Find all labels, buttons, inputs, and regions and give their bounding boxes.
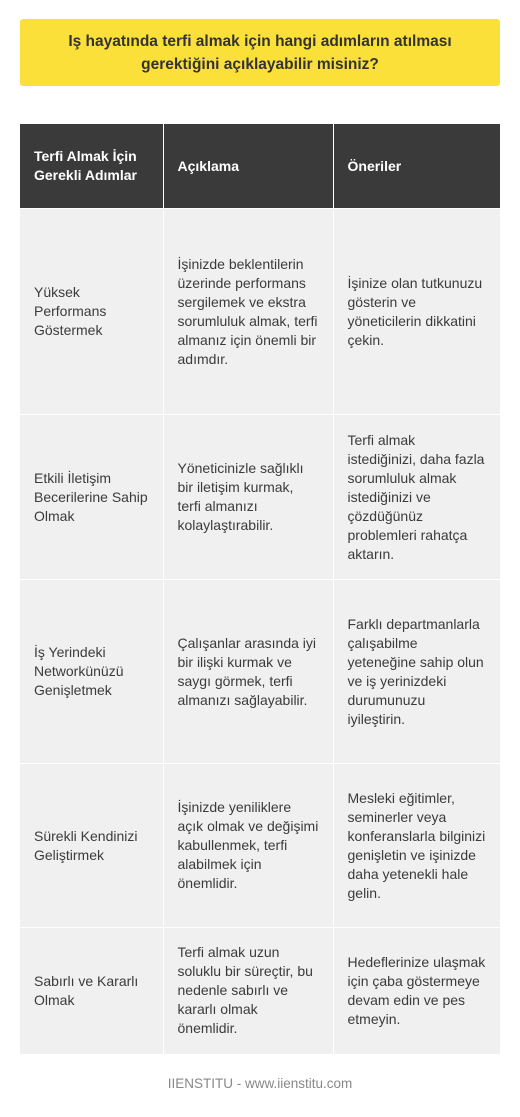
description-cell: Yöneticinizle sağlıklı bir iletişim kurmak, terfi almanızı kolaylaştırabilir. <box>163 415 333 580</box>
footer-source: IIENSTITU - www.iienstitu.com <box>167 1076 353 1091</box>
suggestion-cell: Farklı departmanlarla çalışabilme yeteneğine sahip olun ve iş yerinizdeki durumunuzu iyileştirin. <box>333 580 500 764</box>
step-cell: Sabırlı ve Kararlı Olmak <box>20 928 163 1054</box>
question-banner <box>20 19 500 86</box>
question-text: Iş hayatında terfi almak için hangi adımların atılması gerektiğini açıklayabilir misiniz? <box>68 32 452 73</box>
step-cell: Sürekli Kendinizi Geliştirmek <box>20 764 163 928</box>
table-row <box>20 580 500 764</box>
suggestion-cell: Hedeflerinize ulaşmak için çaba göstermeye devam edin ve pes etmeyin. <box>333 928 500 1054</box>
description-cell: Çalışanlar arasında iyi bir ilişki kurmak ve saygı görmek, terfi almanızı sağlayabilir. <box>163 580 333 764</box>
table-row <box>20 415 500 580</box>
description-cell: İşinizde yeniliklere açık olmak ve değişimi kabullenmek, terfi alabilmek için önemlidir. <box>163 764 333 928</box>
header-suggestions: Öneriler <box>333 124 500 209</box>
table-row <box>20 928 500 1054</box>
step-cell: İş Yerindeki Networkünüzü Genişletmek <box>20 580 163 764</box>
suggestion-cell: Terfi almak istediğinizi, daha fazla sorumluluk almak istediğinizi ve çözdüğünüz problemleri rahatça aktarın. <box>333 415 500 580</box>
description-cell: Terfi almak uzun soluklu bir süreçtir, bu nedenle sabırlı ve kararlı olmak önemlidir. <box>163 928 333 1054</box>
header-steps: Terfi Almak İçin Gerekli Adımlar <box>20 124 163 209</box>
table-header-row <box>20 124 500 209</box>
suggestion-cell: Mesleki eğitimler, seminerler veya konferanslarla bilginizi genişletin ve işinizde daha yetenekli hale gelin. <box>333 764 500 928</box>
step-cell: Yüksek Performans Göstermek <box>20 209 163 415</box>
step-cell: Etkili İletişim Becerilerine Sahip Olmak <box>20 415 163 580</box>
header-description: Açıklama <box>163 124 333 209</box>
description-cell: İşinizde beklentilerin üzerinde performans sergilemek ve ekstra sorumluluk almak, terfi almanız için önemli bir adımdır. <box>163 209 333 415</box>
steps-table <box>20 124 500 1054</box>
table-row <box>20 764 500 928</box>
table-row <box>20 209 500 415</box>
suggestion-cell: İşinize olan tutkunuzu gösterin ve yöneticilerin dikkatini çekin. <box>333 209 500 415</box>
